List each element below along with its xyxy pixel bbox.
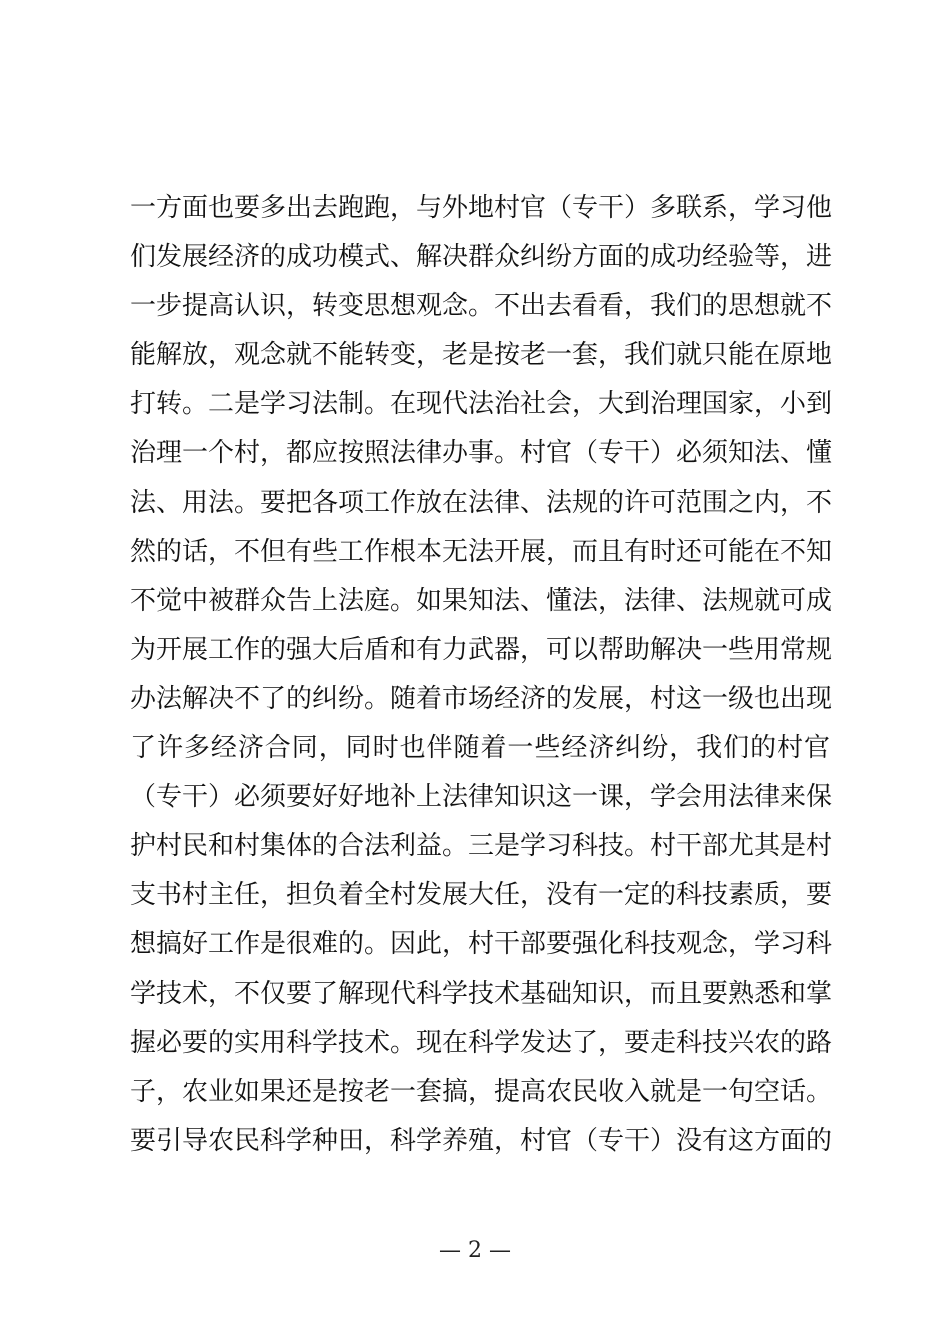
text-line: 治理一个村，都应按照法律办事。村官（专干）必须知法、懂 — [130, 438, 833, 469]
text-line: 不觉中被群众告上法庭。如果知法、懂法，法律、法规就可成 — [130, 585, 833, 616]
text-line: 子，农业如果还是按老一套搞，提高农民收入就是一句空话。 — [130, 1076, 833, 1107]
text-line: 然的话，不但有些工作根本无法开展，而且有时还可能在不知 — [130, 536, 833, 567]
text-line: 法、用法。要把各项工作放在法律、法规的许可范围之内，不 — [130, 487, 833, 518]
text-line: 打转。二是学习法制。在现代法治社会，大到治理国家，小到 — [130, 389, 833, 420]
text-line: 握必要的实用科学技术。现在科学发达了，要走科技兴农的路 — [130, 1027, 833, 1058]
text-line: 为开展工作的强大后盾和有力武器，可以帮助解决一些用常规 — [130, 634, 833, 665]
text-line: 了许多经济合同，同时也伴随着一些经济纠纷，我们的村官 — [130, 733, 830, 764]
text-line: 想搞好工作是很难的。因此，村干部要强化科技观念，学习科 — [130, 929, 833, 960]
text-line: 护村民和村集体的合法利益。三是学习科技。村干部尤其是村 — [130, 831, 833, 862]
text-line: （专干）必须要好好地补上法律知识这一课，学会用法律来保 — [130, 782, 833, 813]
text-line: 们发展经济的成功模式、解决群众纠纷方面的成功经验等，进 — [130, 242, 833, 273]
text-line: 要引导农民科学种田，科学养殖，村官（专干）没有这方面的 — [130, 1125, 833, 1156]
body-paragraph — [130, 184, 833, 1166]
text-line: 支书村主任，担负着全村发展大任，没有一定的科技素质，要 — [130, 880, 833, 911]
text-line: 一步提高认识，转变思想观念。不出去看看，我们的思想就不 — [130, 291, 833, 322]
text-line: 办法解决不了的纠纷。随着市场经济的发展，村这一级也出现 — [130, 683, 833, 714]
text-line: 学技术，不仅要了解现代科学技术基础知识，而且要熟悉和掌 — [130, 978, 833, 1009]
page-number: — 2 — — [439, 1238, 511, 1263]
text-line: 一方面也要多出去跑跑，与外地村官（专干）多联系，学习他 — [130, 193, 833, 223]
text-line: 能解放，观念就不能转变，老是按老一套，我们就只能在原地 — [130, 340, 833, 371]
